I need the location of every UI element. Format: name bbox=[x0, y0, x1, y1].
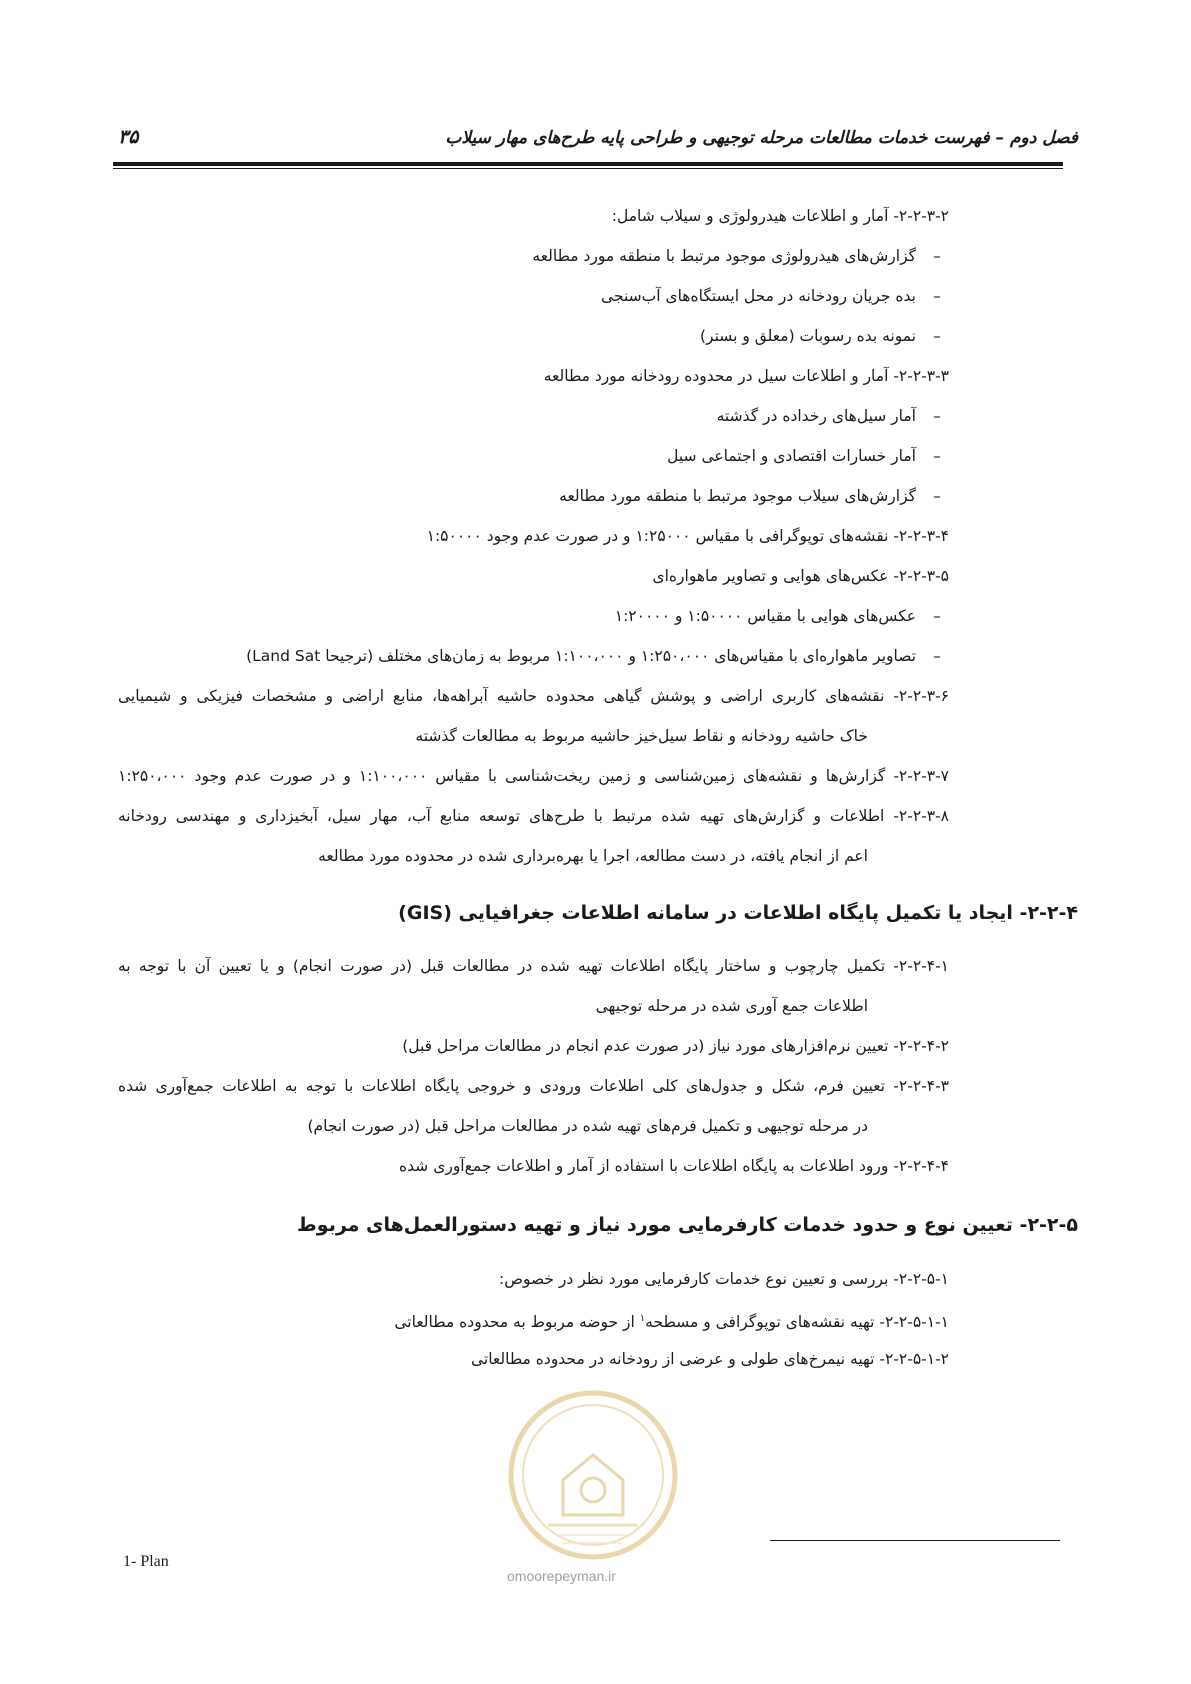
item-2-2-5-1-2: ۲-۲-۵-۱-۲- تهیه نیمرخ‌های طولی و عرضی از رودخانه در محدوده مطالعاتی bbox=[470, 1350, 949, 1368]
bullet-dash: – bbox=[933, 647, 941, 665]
item-2-2-3-8: ۲-۲-۳-۸- اطلاعات و گزارش‌های تهیه شده مرتبط با طرح‌های توسعه منابع آب، مهار سیل، آبخیزداری و مهندسی رودخانه bbox=[118, 807, 949, 825]
list-item-text: گزارش‌های سیلاب موجود مرتبط با منطقه مورد مطالعه bbox=[559, 487, 916, 505]
item-2-2-3-4: ۲-۲-۳-۴- نقشه‌های توپوگرافی با مقیاس ۱:۲۵۰۰۰ و در صورت عدم وجود ۱:۵۰۰۰۰ bbox=[426, 527, 949, 545]
item-2-2-4-4: ۲-۲-۴-۴- ورود اطلاعات به پایگاه اطلاعات با استفاده از آمار و اطلاعات جمع‌آوری شده bbox=[399, 1157, 949, 1175]
item-2-2-4-1-continued: اطلاعات جمع آوری شده در مرحله توجیهی bbox=[595, 997, 868, 1015]
item-2-2-3-5: ۲-۲-۳-۵- عکس‌های هوایی و تصاویر ماهواره‌ای bbox=[652, 567, 949, 585]
list-item bbox=[246, 645, 946, 667]
header-divider-thin bbox=[113, 168, 1063, 169]
list-item bbox=[601, 285, 946, 307]
item-text-rest: از حوضه مربوط به محدوده مطالعاتی bbox=[394, 1313, 640, 1332]
header-divider bbox=[113, 162, 1063, 166]
item-2-2-3-6-continued: خاک حاشیه رودخانه و نقاط سیل‌خیز حاشیه مربوط به مطالعات گذشته bbox=[415, 727, 868, 745]
list-item bbox=[667, 445, 946, 467]
item-2-2-3-2: ۲-۲-۳-۲- آمار و اطلاعات هیدرولوژی و سیلاب شامل: bbox=[611, 207, 949, 225]
item-2-2-4-3-continued: در مرحله توجیهی و تکمیل فرم‌های تهیه شده در مطالعات مراحل قبل (در صورت انجام) bbox=[307, 1117, 868, 1135]
list-item-text: نمونه بده رسوبات (معلق و بستر) bbox=[699, 327, 916, 345]
list-item bbox=[717, 405, 946, 427]
bullet-dash: – bbox=[933, 407, 941, 425]
list-item-text: بده جریان رودخانه در محل ایستگاه‌های آب‌سنجی bbox=[601, 287, 916, 305]
item-2-2-3-3: ۲-۲-۳-۳- آمار و اطلاعات سیل در محدوده رودخانه مورد مطالعه bbox=[543, 367, 949, 385]
bullet-dash: – bbox=[933, 447, 941, 465]
bullet-dash: – bbox=[933, 287, 941, 305]
item-2-2-3-6: ۲-۲-۳-۶- نقشه‌های کاربری اراضی و پوشش گیاهی محدوده حاشیه آبراهه‌ها، منابع اراضی و مشخصات فیزیکی و شیمیایی bbox=[118, 687, 949, 705]
page-number: ۳۵ bbox=[118, 126, 139, 148]
item-2-2-5-1-1 bbox=[394, 1308, 949, 1333]
bullet-dash: – bbox=[933, 247, 941, 265]
list-item bbox=[615, 605, 946, 627]
list-item-text: آمار سیل‌های رخداده در گذشته bbox=[716, 407, 916, 425]
list-item bbox=[532, 245, 946, 267]
watermark-seal-icon bbox=[503, 1385, 683, 1565]
footnote-marker: ۱ bbox=[639, 1313, 646, 1324]
list-item-text: آمار خسارات اقتصادی و اجتماعی سیل bbox=[667, 447, 916, 465]
item-2-2-4-2: ۲-۲-۴-۲- تعیین نرم‌افزارهای مورد نیاز (در صورت عدم انجام در مطالعات مراحل قبل) bbox=[402, 1037, 949, 1055]
bullet-dash: – bbox=[933, 327, 941, 345]
list-item-text: عکس‌های هوایی با مقیاس ۱:۵۰۰۰۰ و ۱:۲۰۰۰۰ bbox=[614, 607, 916, 625]
bullet-dash: – bbox=[933, 607, 941, 625]
item-2-2-5-1: ۲-۲-۵-۱- بررسی و تعیین نوع خدمات کارفرمایی مورد نظر در خصوص: bbox=[498, 1270, 949, 1288]
item-2-2-4-1: ۲-۲-۴-۱- تکمیل چارچوب و ساختار پایگاه اطلاعات تهیه شده در مطالعات قبل (در صورت انجام) و یا تعیین آن با توجه به bbox=[118, 957, 949, 975]
list-item bbox=[559, 485, 946, 507]
item-2-2-3-7: ۲-۲-۳-۷- گزارش‌ها و نقشه‌های زمین‌شناسی و زمین ریخت‌شناسی با مقیاس ۱:۱۰۰،۰۰۰ و در صورت عدم وجود ۱:۲۵۰،۰۰۰ bbox=[118, 767, 950, 785]
chapter-title: فصل دوم – فهرست خدمات مطالعات مرحله توجیهی و طراحی پایه طرح‌های مهار سیلاب bbox=[445, 128, 1078, 148]
list-item bbox=[700, 325, 946, 347]
bullet-dash: – bbox=[933, 487, 941, 505]
item-2-2-4-3: ۲-۲-۴-۳- تعیین فرم، شکل و جدول‌های کلی اطلاعات ورودی و خروجی پایگاه اطلاعات با توجه به اطلاعات جمع‌آوری شده bbox=[118, 1077, 949, 1095]
section-heading-2-2-5: ۲-۲-۵- تعیین نوع و حدود خدمات کارفرمایی مورد نیاز و تهیه دستورالعمل‌های مربوط bbox=[297, 1214, 1078, 1236]
watermark-url: omoorepeyman.ir bbox=[507, 1568, 616, 1584]
footnote: 1- Plan bbox=[123, 1553, 169, 1570]
item-text: ۲-۲-۵-۱-۱- تهیه نقشه‌های توپوگرافی و مسطحه bbox=[645, 1313, 949, 1332]
footnote-divider bbox=[770, 1540, 1060, 1541]
list-item-text: گزارش‌های هیدرولوژی موجود مرتبط با منطقه مورد مطالعه bbox=[532, 247, 916, 265]
section-heading-2-2-4: ۲-۲-۴- ایجاد یا تکمیل پایگاه اطلاعات در سامانه اطلاعات جغرافیایی (GIS) bbox=[398, 902, 1078, 924]
item-2-2-3-8-continued: اعم از انجام یافته، در دست مطالعه، اجرا یا بهره‌برداری شده در محدوده مورد مطالعه bbox=[318, 847, 868, 865]
list-item-text: تصاویر ماهواره‌ای با مقیاس‌های ۱:۲۵۰،۰۰۰ و ۱:۱۰۰،۰۰۰ مربوط به زمان‌های مختلف (ترجیحا Land Sat) bbox=[246, 647, 916, 665]
